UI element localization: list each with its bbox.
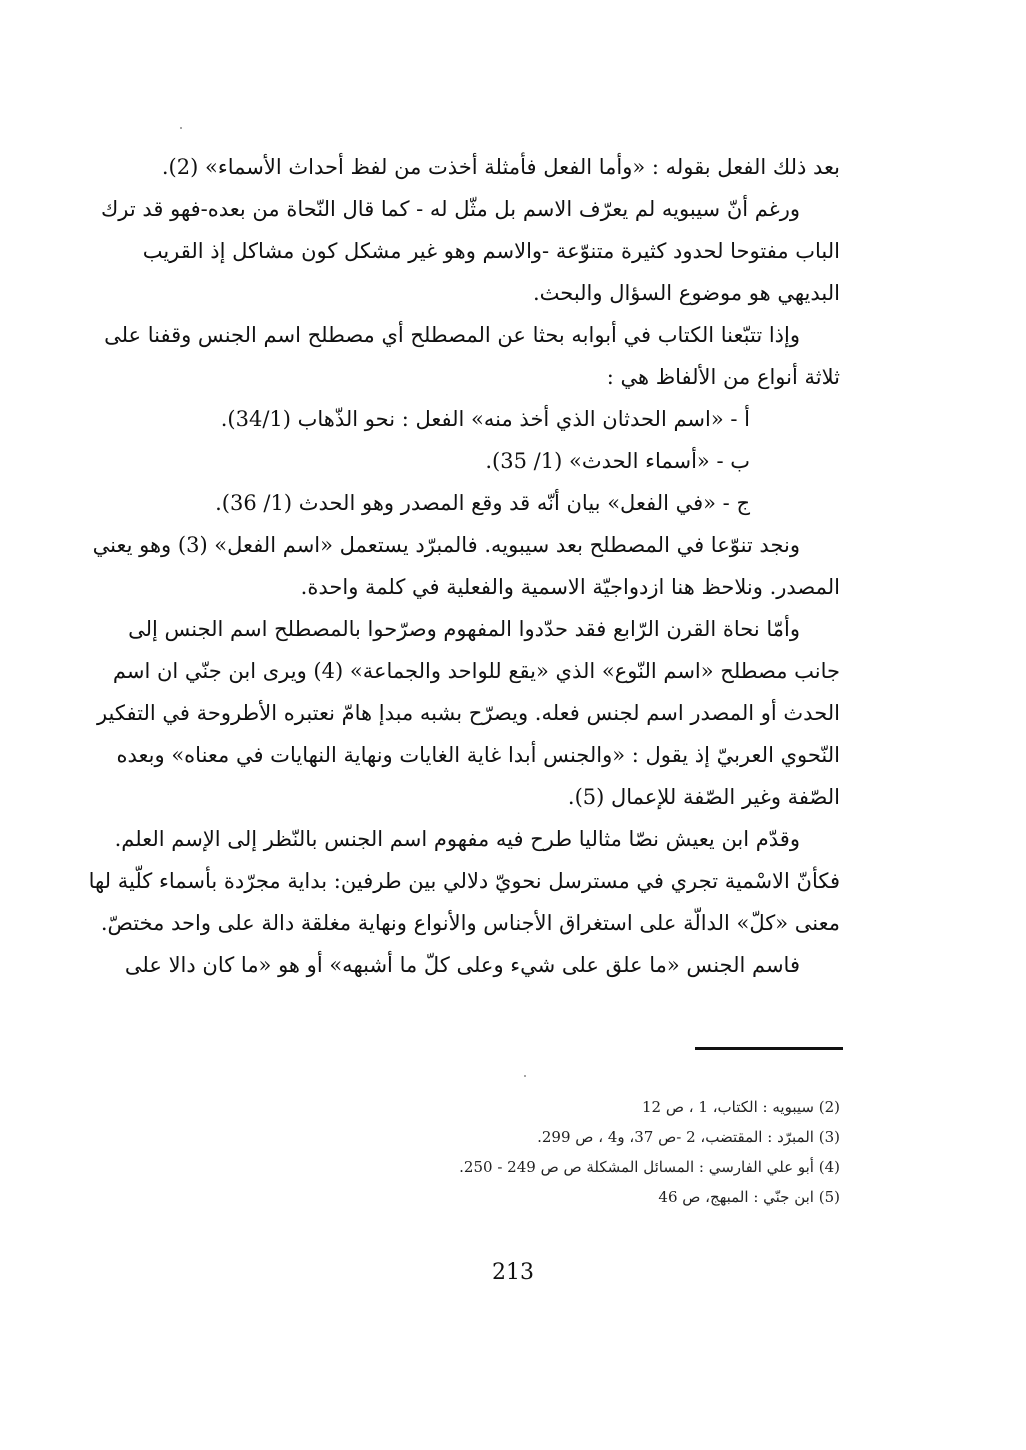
- page-number: 213: [492, 1260, 534, 1285]
- footnote-5: (5) ابن جنّي : المبهج، ص 46: [658, 1188, 840, 1206]
- body-line-16: الصّفة وغير الصّفة للإعمال (5).: [567, 785, 840, 809]
- body-line-10: ونجد تنوّعا في المصطلح بعد سيبويه. فالمبرّد يستعمل «اسم الفعل» (3) وهو يعني: [92, 533, 800, 557]
- footnote-4: (4) أبو علي الفارسي : المسائل المشكلة ص ص 249 - 250.: [459, 1158, 840, 1176]
- body-line-3: الباب مفتوحا لحدود كثيرة متنوّعة -والاسم وهو غير مشكل كون مشاكل إذ القريب: [142, 239, 840, 263]
- body-line-17: وقدّم ابن يعيش نصّا مثاليا طرح فيه مفهوم اسم الجنس بالنّظر إلى الإسم العلم.: [114, 827, 800, 851]
- body-line-14: الحدث أو المصدر اسم لجنس فعله. ويصرّح بشبه مبدإ هامّ نعتبره الأطروحة في التفكير: [96, 701, 840, 725]
- body-line-11: المصدر. ونلاحظ هنا ازدواجيّة الاسمية والفعلية في كلمة واحدة.: [300, 575, 840, 599]
- body-line-7: أ - «اسم الحدثان الذي أخذ منه» الفعل : نحو الذّهاب (34/1).: [220, 407, 750, 431]
- body-line-20: فاسم الجنس «ما علق على شيء وعلى كلّ ما أشبهه» أو هو «ما كان دالا على: [124, 953, 800, 977]
- body-line-15: النّحوي العربيّ إذ يقول : «والجنس أبدا غاية الغايات ونهاية النهايات في معناه» وبعده: [116, 743, 840, 767]
- body-line-13: جانب مصطلح «اسم النّوع» الذي «يقع للواحد والجماعة» (4) ويرى ابن جنّي ان اسم: [112, 659, 840, 683]
- scan-speck: [524, 1075, 526, 1077]
- body-line-2: ورغم أنّ سيبويه لم يعرّف الاسم بل مثّل له - كما قال النّحاة من بعده-فهو قد ترك: [100, 197, 800, 221]
- body-line-19: معنى «كلّ» الدالّة على استغراق الأجناس والأنواع ونهاية مغلقة دالة على واحد مختصّ.: [100, 911, 840, 935]
- footnote-2: (2) سيبويه : الكتاب، 1 ، ص 12: [642, 1098, 840, 1116]
- footnotes: [430, 1092, 840, 1212]
- body-line-1: بعد ذلك الفعل بقوله : «وأما الفعل فأمثلة أخذت من لفظ أحداث الأسماء» (2).: [161, 155, 840, 179]
- footnote-3: (3) المبرّد : المقتضب، 2 -ص 37، و4 ، ص 299.: [537, 1128, 840, 1146]
- scan-speck: [180, 127, 182, 129]
- body-line-6: ثلاثة أنواع من الألفاظ هي :: [606, 365, 840, 389]
- body-line-18: فكأنّ الاسْمية تجري في مسترسل نحويّ دلالي بين طرفين: بداية مجرّدة بأسماء كلّية لها: [88, 869, 840, 893]
- body-text: [88, 146, 840, 986]
- body-line-8: ب - «أسماء الحدث» (1/ 35).: [485, 449, 750, 473]
- body-line-4: البديهي هو موضوع السؤال والبحث.: [532, 281, 840, 305]
- body-line-5: وإذا تتبّعنا الكتاب في أبوابه بحثا عن المصطلح أي مصطلح اسم الجنس وقفنا على: [104, 323, 800, 347]
- body-line-9: ج - «في الفعل» بيان أنّه قد وقع المصدر وهو الحدث (1/ 36).: [215, 491, 750, 515]
- body-line-12: وأمّا نحاة القرن الرّابع فقد حدّدوا المفهوم وصرّحوا بالمصطلح اسم الجنس إلى: [128, 617, 800, 641]
- footnote-separator: [695, 1047, 843, 1050]
